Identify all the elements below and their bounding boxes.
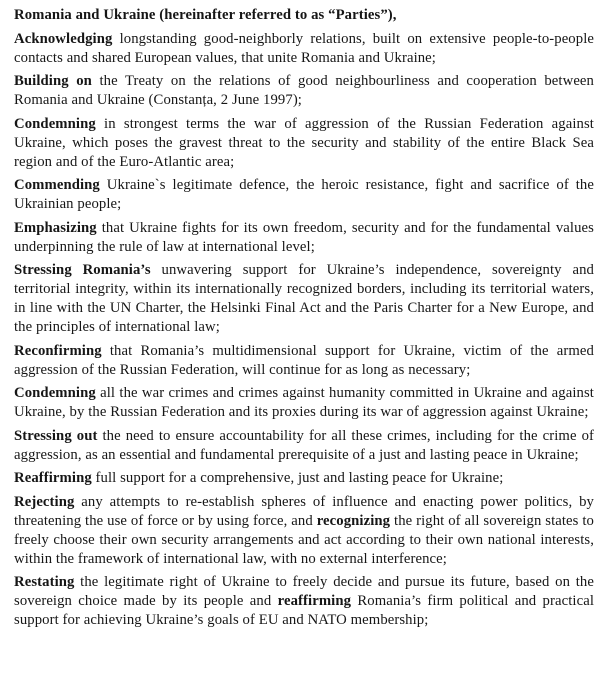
text-run: in strongest terms the war of aggression of the Russian Federation against Ukraine, which poses the gravest threat to the security and stability of the entire Black Sea region and of the Euro-Atlantic area; (14, 115, 594, 170)
lead-phrase: Acknowledging (14, 30, 113, 47)
lead-phrase: Reconfirming (14, 342, 102, 359)
text-run: that Romania’s multidimensional support for Ukraine, victim of the armed aggression of the Russian Federation, will continue for as long as necessary; (14, 342, 594, 378)
text-run: that Ukraine fights for its own freedom, security and for the fundamental values underpinning the rule of law at international level; (14, 219, 594, 255)
para-stressing-support (14, 261, 594, 337)
para-building-on (14, 72, 594, 110)
para-emphasizing (14, 219, 594, 257)
lead-phrase: Emphasizing (14, 219, 97, 236)
emphasis-word: reaffirming (277, 593, 352, 609)
text-run: the Treaty on the relations of good neighbourliness and cooperation between Romania and Ukraine (Constanța, 2 June 1997); (14, 73, 594, 108)
text-run: any attempts to re-establish spheres of influence and enacting power politics, by threatening the use of force or by using force, and (14, 493, 594, 529)
text-run: the right of all sovereign states to freely choose their own security arrangements and act according to their own national interests, within the framework of international law, with no external interference; (14, 512, 594, 567)
para-condemning-aggression (14, 115, 594, 172)
text-run: the need to ensure accountability for all these crimes, including for the crime of aggression, as an essential and fundamental prerequisite of a just and lasting peace in Ukraine; (14, 427, 595, 463)
lead-phrase: Stressing Romania’s (14, 262, 151, 278)
text-run: Ukraine`s legitimate defence, the heroic resistance, fight and sacrifice of the Ukrainian people; (14, 177, 594, 212)
lead-phrase: Condemning (14, 115, 96, 132)
text-run: full support for a comprehensive, just and lasting peace for Ukraine; (91, 470, 504, 486)
lead-phrase: Restating (14, 574, 75, 590)
para-stressing-accountability (14, 427, 594, 465)
lead-phrase: Rejecting (14, 493, 75, 510)
text-run: Romania’s firm political and practical support for achieving Ukraine’s goals of EU and NATO membership; (14, 593, 595, 628)
para-restating (14, 573, 594, 630)
text-run: unwavering support for Ukraine’s independence, sovereignty and territorial integrity, within its internationally recognized borders, including its territorial waters, in line with the UN Charter, the Helsinki Final Act and the Paris Charter for a New Europe, and the principles of international law; (14, 262, 594, 335)
text-run: all the war crimes and crimes against humanity committed in Ukraine and against Ukraine, by the Russian Federation and its proxies during its war of aggression against Ukraine; (14, 385, 594, 420)
emphasis-word: recognizing (316, 512, 391, 529)
para-rejecting (14, 493, 594, 569)
para-reaffirming-peace (14, 469, 594, 488)
para-parties-heading (14, 6, 594, 25)
lead-phrase: Condemning (14, 385, 96, 401)
heading-text: Romania and Ukraine (hereinafter referred to as “Parties”), (14, 7, 397, 23)
text-run: the legitimate right of Ukraine to freely decide and pursue its future, based on the sovereign choice made by its people and (14, 574, 594, 609)
para-condemning-crimes (14, 384, 594, 422)
para-acknowledging (14, 30, 594, 68)
para-reconfirming (14, 342, 594, 380)
text-run: longstanding good-neighborly relations, built on extensive people-to-people contacts and shared European values, that unite Romania and Ukraine; (14, 30, 594, 66)
lead-phrase: Commending (14, 177, 100, 193)
para-commending (14, 176, 594, 214)
lead-phrase: Reaffirming (14, 470, 92, 486)
lead-phrase: Stressing out (14, 427, 98, 444)
lead-phrase: Building on (14, 73, 92, 89)
